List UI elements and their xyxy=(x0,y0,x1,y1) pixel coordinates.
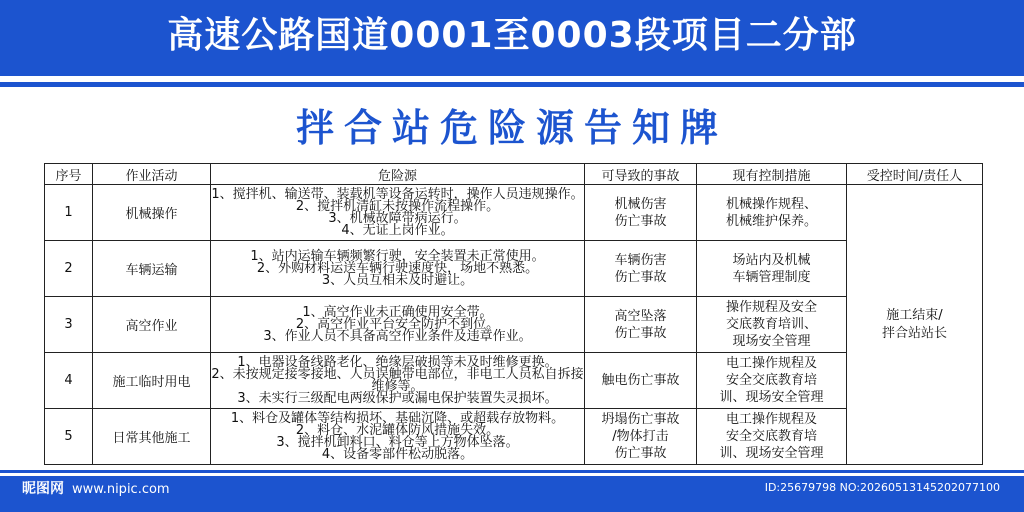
row-activity: 日常其他施工 xyxy=(93,409,211,465)
control-line: 操作规程及安全 xyxy=(725,300,817,315)
row-activity: 车辆运输 xyxy=(93,241,211,297)
watermark-url: www.nipic.com xyxy=(72,482,170,497)
hazard-line: 4、无证上岗作业。 xyxy=(341,222,454,238)
row-controls xyxy=(697,297,847,353)
control-line: 交底教育培训、 xyxy=(725,317,817,332)
row-controls xyxy=(697,409,847,465)
header-cell-activity: 作业活动 xyxy=(93,164,211,185)
control-line: 安全交底教育培 xyxy=(725,373,817,388)
hazard-line: 维修等。 xyxy=(371,378,424,394)
watermark-site: 昵图网 xyxy=(22,481,64,497)
control-line: 电工操作规程及 xyxy=(725,356,817,371)
hazard-line: 3、未实行三级配电两级保护或漏电保护装置失灵损坏。 xyxy=(237,390,558,406)
accident-line: /物体打击 xyxy=(612,429,669,444)
control-line: 电工操作规程及 xyxy=(725,412,817,427)
table-row xyxy=(45,241,983,297)
table-row xyxy=(45,409,983,465)
hazard-line: 3、机械故障带病运行。 xyxy=(328,210,467,226)
hazard-line: 3、搅拌机卸料口、料仓等上方物体坠落。 xyxy=(276,434,519,450)
hazard-line: 2、未按规定接零接地、人员误触带电部位，非电工人员私自拆接 xyxy=(211,366,584,382)
row-accidents xyxy=(585,409,697,465)
hazard-table xyxy=(44,163,983,465)
accident-line: 伤亡事故 xyxy=(614,269,667,285)
hazard-line: 2、料仓、水泥罐体防风措施失效。 xyxy=(295,422,500,438)
row-accidents xyxy=(585,353,697,409)
hazard-line: 1、搅拌机、输送带、装载机等设备运转时，操作人员违规操作。 xyxy=(211,186,584,202)
control-line: 车辆管理制度 xyxy=(732,269,811,285)
header-title: 高速公路国道0001至0003段项目二分部 xyxy=(167,15,857,56)
control-line: 机械操作规程、 xyxy=(725,196,817,212)
header-cell-control: 现有控制措施 xyxy=(697,164,847,185)
watermark-id: ID:25679798 NO:20260513145202077100 xyxy=(764,481,1000,494)
row-hazards xyxy=(211,409,585,465)
footer-divider xyxy=(0,470,1024,473)
hazard-line: 1、站内运输车辆频繁行驶，安全装置未正常使用。 xyxy=(250,248,545,264)
table-header-row xyxy=(45,164,983,185)
accident-line: 车辆伤害 xyxy=(614,252,667,268)
header-cell-hazard: 危险源 xyxy=(211,164,585,185)
control-line: 现场安全管理 xyxy=(732,334,811,349)
responsible-cell xyxy=(847,185,983,465)
table-row xyxy=(45,185,983,241)
table-row xyxy=(45,353,983,409)
watermark-logo xyxy=(22,478,170,498)
hazard-line: 2、外购材料运送车辆行驶速度快，场地不熟悉。 xyxy=(256,260,539,276)
control-line: 训、现场安全管理 xyxy=(719,446,824,461)
header-divider xyxy=(0,82,1024,87)
accident-line: 伤亡事故 xyxy=(614,446,667,461)
header-cell-accident: 可导致的事故 xyxy=(585,164,697,185)
hazard-line: 3、作业人员不具备高空作业条件及违章作业。 xyxy=(263,328,532,344)
control-line: 机械维护保养。 xyxy=(725,213,817,229)
hazard-line: 2、搅拌机清缸未按操作流程操作。 xyxy=(295,198,500,214)
accident-line: 机械伤害 xyxy=(614,196,667,212)
control-line: 训、现场安全管理 xyxy=(719,390,824,405)
responsible-line: 拌合站站长 xyxy=(881,325,947,341)
control-line: 场站内及机械 xyxy=(732,252,811,268)
row-hazards xyxy=(211,353,585,409)
responsible-line: 施工结束/ xyxy=(886,307,943,323)
row-activity: 机械操作 xyxy=(93,185,211,241)
row-activity: 施工临时用电 xyxy=(93,353,211,409)
accident-line: 触电伤亡事故 xyxy=(601,373,680,388)
header-cell-responsible: 受控时间/责任人 xyxy=(847,164,983,185)
row-number: 2 xyxy=(45,241,93,297)
header-band xyxy=(0,0,1024,76)
row-activity: 高空作业 xyxy=(93,297,211,353)
row-accidents xyxy=(585,185,697,241)
table-row xyxy=(45,297,983,353)
row-number: 3 xyxy=(45,297,93,353)
hazard-line: 1、料仓及罐体等结构损坏、基础沉降、或超载存放物料。 xyxy=(230,410,565,426)
row-accidents xyxy=(585,297,697,353)
accident-line: 伤亡事故 xyxy=(614,325,667,341)
row-hazards xyxy=(211,241,585,297)
row-number: 1 xyxy=(45,185,93,241)
hazard-line: 2、高空作业平台安全防护不到位。 xyxy=(295,316,500,332)
row-controls xyxy=(697,241,847,297)
row-hazards xyxy=(211,297,585,353)
row-number: 4 xyxy=(45,353,93,409)
row-hazards xyxy=(211,185,585,241)
header-cell-no: 序号 xyxy=(45,164,93,185)
hazard-line: 1、电器设备线路老化、绝缘层破损等未及时维修更换。 xyxy=(237,354,558,370)
accident-line: 高空坠落 xyxy=(614,308,667,324)
accident-line: 伤亡事故 xyxy=(614,213,667,229)
hazard-line: 1、高空作业未正确使用安全带。 xyxy=(302,304,493,320)
control-line: 安全交底教育培 xyxy=(725,429,817,444)
board-title: 拌合站危险源告知牌 xyxy=(295,106,728,150)
row-number: 5 xyxy=(45,409,93,465)
hazard-line: 3、人员互相未及时避让。 xyxy=(321,272,474,288)
accident-line: 坍塌伤亡事故 xyxy=(601,412,680,427)
hazard-line: 4、设备零部件松动脱落。 xyxy=(321,446,474,462)
row-controls xyxy=(697,353,847,409)
row-accidents xyxy=(585,241,697,297)
row-controls xyxy=(697,185,847,241)
